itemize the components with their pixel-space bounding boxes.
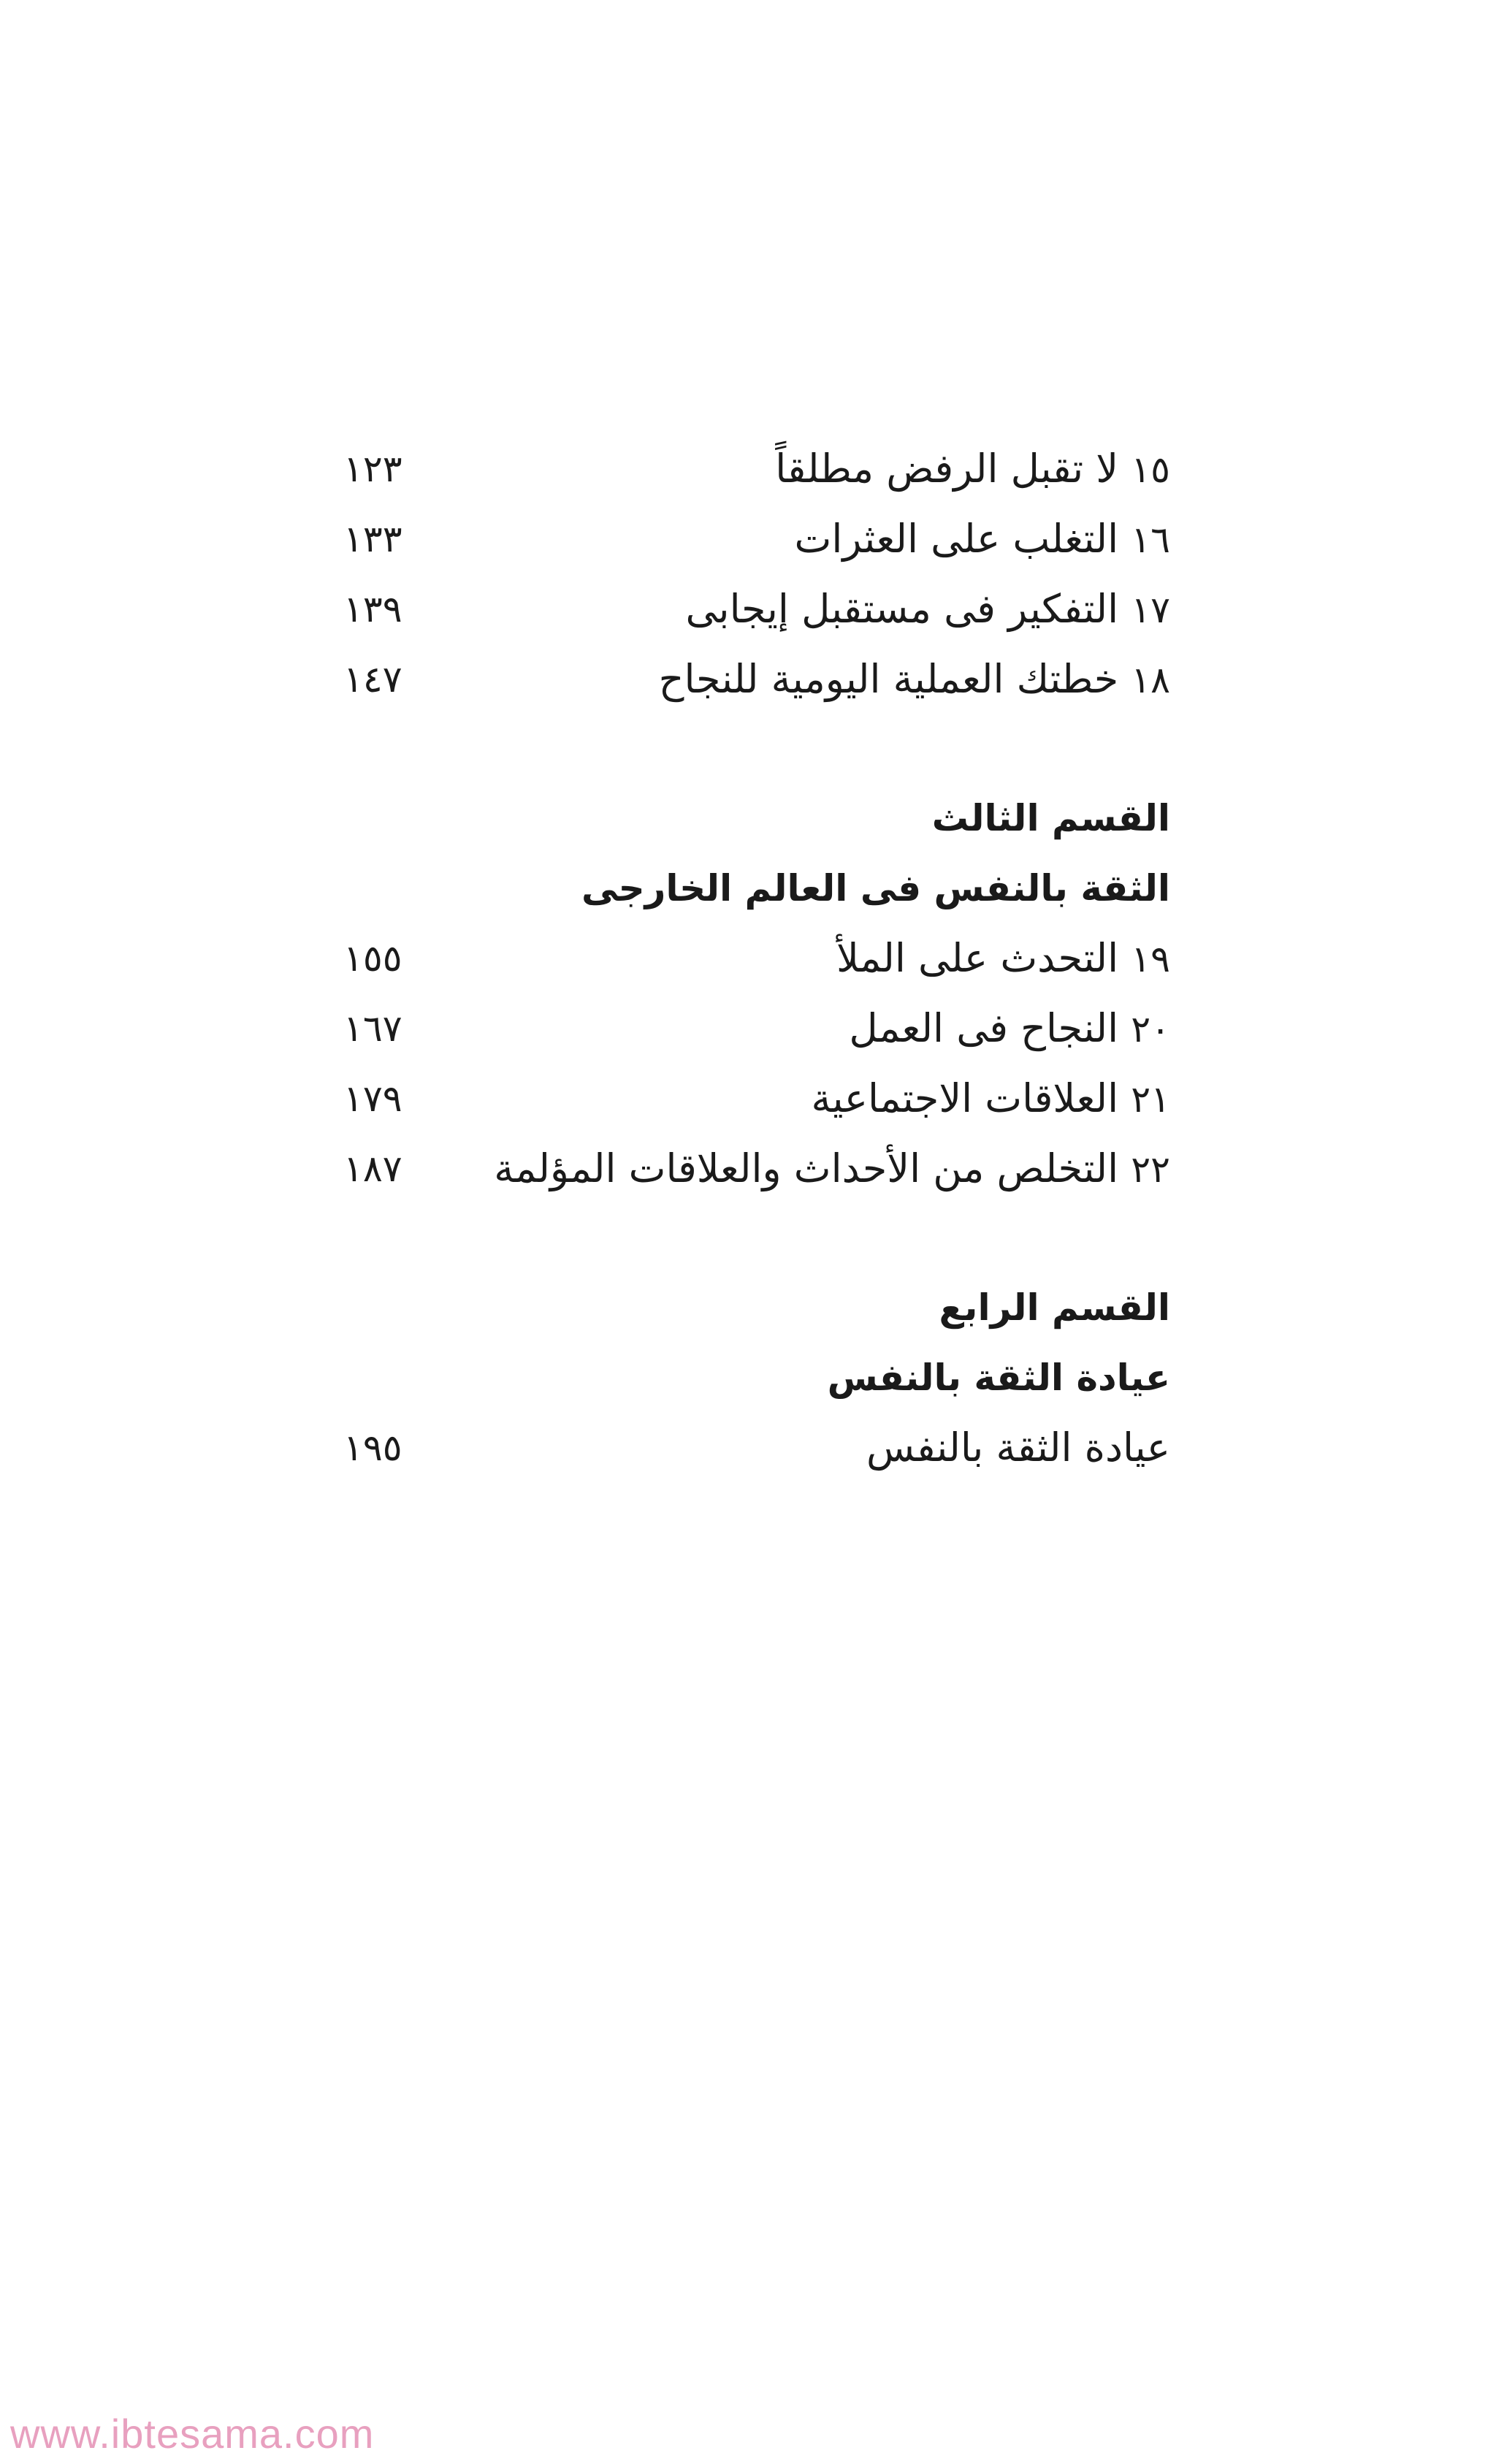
chapter-title: التحدث على الملأ: [836, 935, 1119, 981]
chapter-number: ٢٠: [1131, 1008, 1170, 1050]
chapter-title: التغلب على العثرات: [794, 516, 1119, 562]
toc-entry-title-wrap: [849, 993, 1170, 1064]
chapter-title: التفكير فى مستقبل إيجابى: [685, 586, 1119, 632]
toc-entry-title-wrap: [659, 644, 1170, 715]
toc-entry: [321, 574, 1170, 644]
page-number: ١٥٥: [343, 937, 402, 980]
page-number: ١٤٧: [343, 658, 402, 701]
chapter-title: النجاح فى العمل: [849, 1005, 1119, 1051]
chapter-title: لا تقبل الرفض مطلقاً: [775, 446, 1119, 492]
chapter-title: العلاقات الاجتماعية: [811, 1075, 1119, 1121]
chapter-title: التخلص من الأحداث والعلاقات المؤلمة: [494, 1145, 1119, 1191]
section-label: القسم الرابع: [939, 1286, 1170, 1329]
section-title: عيادة الثقة بالنفس: [827, 1357, 1170, 1399]
page-number: ١٣٣: [343, 518, 402, 560]
section-label: القسم الثالث: [931, 797, 1170, 839]
page-number: ١٩٥: [343, 1427, 402, 1469]
toc-entry: [321, 644, 1170, 714]
toc-entry: [321, 1064, 1170, 1134]
chapter-number: ١٧: [1131, 589, 1170, 631]
chapter-title: عيادة الثقة بالنفس: [866, 1424, 1170, 1471]
toc-entry: [321, 434, 1170, 504]
toc-entry: [321, 993, 1170, 1064]
chapter-title: خطتك العملية اليومية للنجاح: [658, 656, 1119, 702]
page-number: ١٦٧: [343, 1007, 402, 1050]
chapter-number: ٢٢: [1131, 1148, 1170, 1191]
chapter-number: ١٦: [1131, 519, 1170, 561]
toc-entry: [321, 1413, 1170, 1483]
chapter-number: ١٩: [1131, 938, 1170, 980]
toc-entry-title-wrap: [812, 1064, 1171, 1134]
page-number: ١٨٧: [343, 1148, 402, 1190]
toc-entry-title-wrap: [795, 504, 1170, 575]
chapter-number: ١٨: [1131, 659, 1170, 701]
page-number: ١٢٣: [343, 448, 402, 490]
toc-entry-title-wrap: [494, 1134, 1170, 1205]
chapter-number: ١٥: [1131, 449, 1170, 491]
toc-entry-title-wrap: [836, 923, 1170, 994]
page-number: ١٣٩: [343, 588, 402, 630]
section-title: الثقة بالنفس فى العالم الخارجى: [581, 867, 1170, 909]
toc-entry-title-wrap: [775, 434, 1170, 505]
toc-entry: [321, 1134, 1170, 1204]
toc-entry: [321, 504, 1170, 574]
chapter-number: ٢١: [1131, 1078, 1170, 1121]
toc-entry-title-wrap: [686, 574, 1170, 645]
toc-entry: [321, 923, 1170, 993]
watermark-url: www.ibtesama.com: [10, 2411, 375, 2457]
page-number: ١٧٩: [343, 1077, 402, 1120]
